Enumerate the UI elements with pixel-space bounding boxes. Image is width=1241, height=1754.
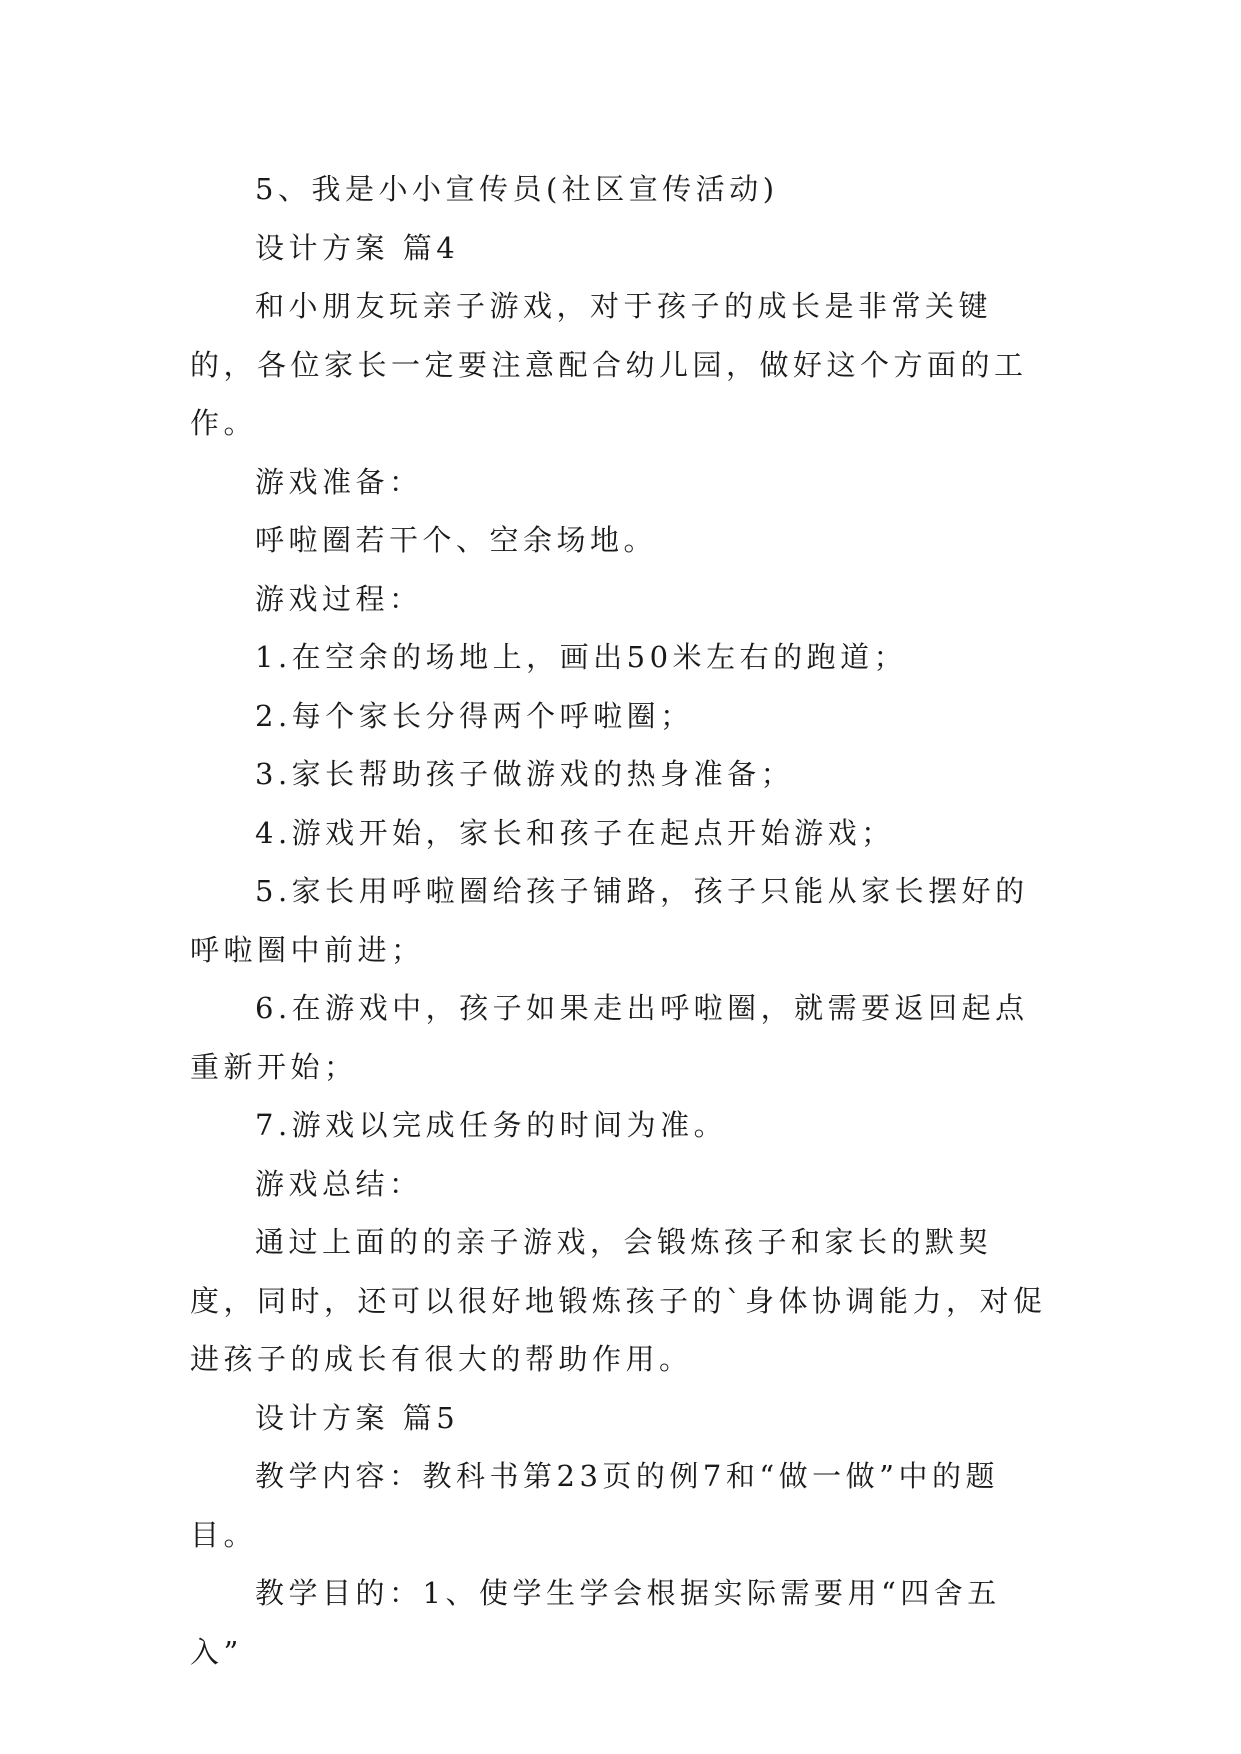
paragraph-teaching-goal: 教学目的：1、使学生学会根据实际需要用“四舍五入” [190, 1576, 1001, 1669]
step-1: 1.在空余的场地上，画出50米左右的跑道； [255, 640, 908, 674]
paragraph-summary: 通过上面的的亲子游戏，会锻炼孩子和家长的默契度，同时，还可以很好地锻炼孩子的`身体协调能力，对促进孩子的成长有很大的帮助作用。 [190, 1225, 1047, 1376]
step-3: 3.家长帮助孩子做游戏的热身准备； [255, 757, 795, 791]
paragraph-activity-item: 5、我是小小宣传员(社区宣传活动) [255, 172, 779, 206]
step-2: 2.每个家长分得两个呼啦圈； [255, 698, 694, 733]
subheading-game-process: 游戏过程： [255, 581, 423, 616]
document-body [190, 160, 1050, 1681]
step-5: 5.家长用呼啦圈给孩子铺路，孩子只能从家长摆好的呼啦圈中前进； [190, 874, 1029, 967]
step-4: 4.游戏开始，家长和孩子在起点开始游戏； [255, 815, 895, 850]
subheading-game-summary: 游戏总结： [255, 1166, 423, 1201]
step-6: 6.在游戏中，孩子如果走出呼啦圈，就需要返回起点重新开始； [190, 991, 1029, 1084]
subheading-game-preparation: 游戏准备： [255, 464, 423, 499]
paragraph-materials: 呼啦圈若干个、空余场地。 [255, 523, 658, 557]
paragraph-teaching-content: 教学内容：教科书第23页的例7和“做一做”中的题目。 [190, 1459, 1000, 1552]
section-heading-plan-5: 设计方案 篇5 [255, 1400, 460, 1435]
step-7: 7.游戏以完成任务的时间为准。 [255, 1108, 728, 1142]
paragraph-intro: 和小朋友玩亲子游戏，对于孩子的成长是非常关键的，各位家长一定要注意配合幼儿园，做好这个方面的工作。 [190, 289, 1028, 440]
section-heading-plan-4: 设计方案 篇4 [255, 230, 460, 265]
